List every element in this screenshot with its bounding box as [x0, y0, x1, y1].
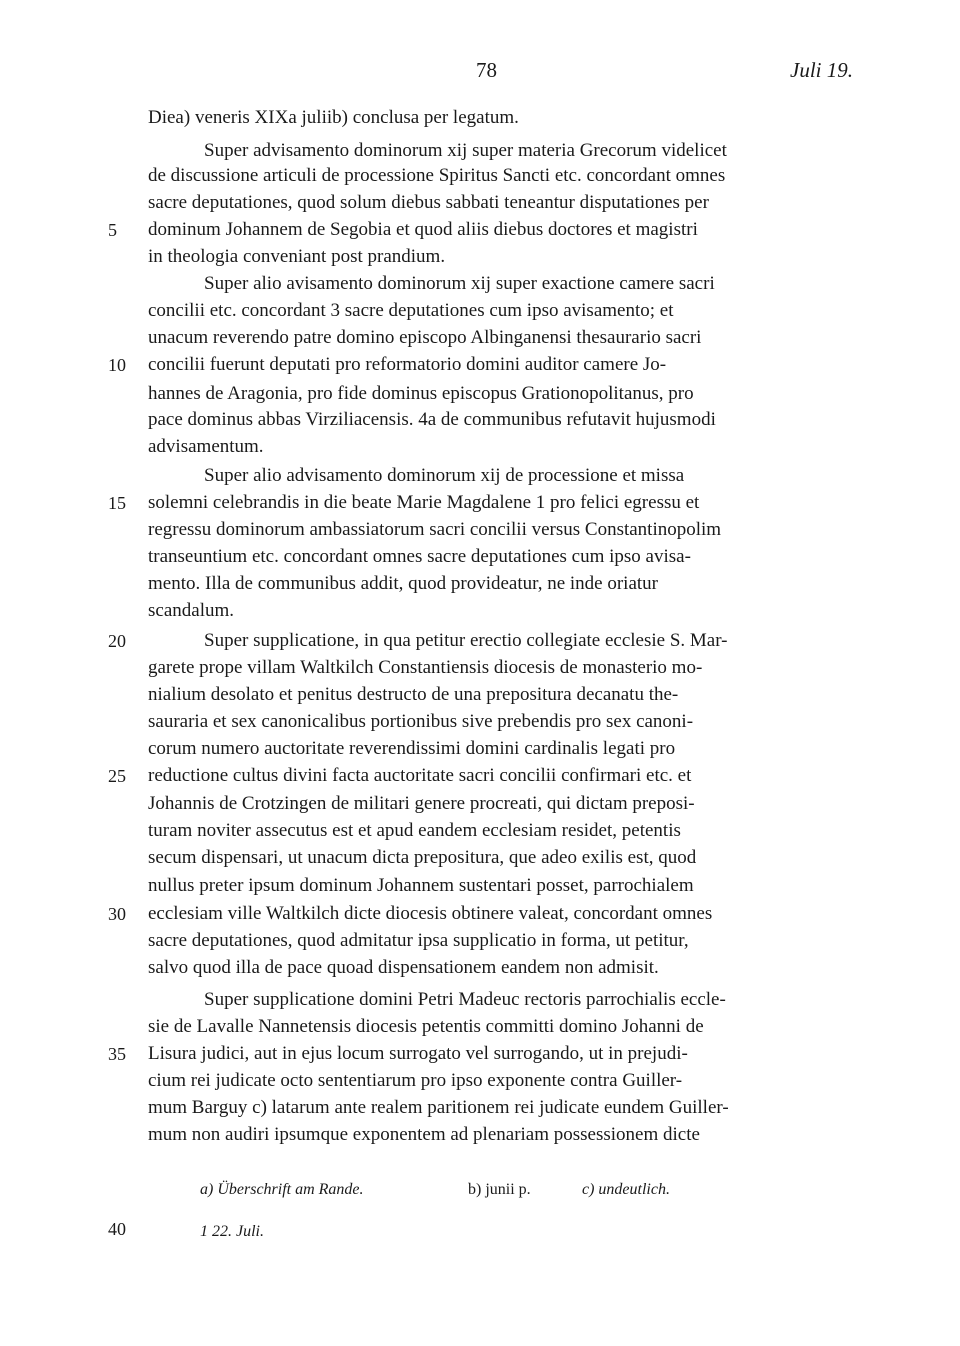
body-line: nullus preter ipsum dominum Johannem sustentari posset, parrochialem	[148, 875, 694, 896]
body-line: concilii fuerunt deputati pro reformatorio domini auditor camere Jo-	[148, 354, 667, 375]
body-line: sauraria et sex canonicalibus portionibus sive prebendis pro sex canoni-	[148, 711, 694, 732]
body-line: Diea) veneris XIXa juliib) conclusa per legatum.	[148, 107, 519, 128]
body-line: Super supplicatione, in qua petitur erectio collegiate ecclesie S. Mar-	[204, 630, 728, 651]
body-line: dominum Johannem de Segobia et quod aliis diebus doctores et magistri	[148, 219, 698, 240]
body-line: sacre deputationes, quod admitatur ipsa supplicatio in forma, ut petitur,	[148, 930, 689, 951]
line-number: 10	[108, 355, 126, 375]
line-number: 5	[108, 220, 117, 240]
critical-footnote-c: c) undeutlich.	[582, 1181, 670, 1198]
body-line: ecclesiam ville Waltkilch dicte diocesis obtinere valeat, concordant omnes	[148, 903, 713, 924]
source-footnote-1: 1 22. Juli.	[200, 1223, 264, 1240]
body-line: nialium desolato et penitus destructo de una prepositura decanatu the-	[148, 684, 679, 705]
body-line: regressu dominorum ambassiatorum sacri concilii versus Constantinopolim	[148, 519, 722, 540]
body-line: pace dominus abbas Virziliacensis. 4a de communibus refutavit hujusmodi	[148, 409, 716, 430]
body-line: secum dispensari, ut unacum dicta prepositura, que adeo exilis est, quod	[148, 847, 697, 868]
line-number: 30	[108, 904, 126, 924]
body-line: sie de Lavalle Nannetensis diocesis petentis committi domino Johanni de	[148, 1016, 704, 1037]
body-line: transeuntium etc. concordant omnes sacre deputationes cum ipso avisa-	[148, 546, 691, 567]
body-line: corum numero auctoritate reverendissimi domini cardinalis legati pro	[148, 738, 676, 759]
body-line: unacum reverendo patre domino episcopo Albinganensi thesaurario sacri	[148, 327, 702, 348]
line-number: 20	[108, 631, 126, 651]
body-line: Super supplicatione domini Petri Madeuc rectoris parrochialis eccle-	[204, 989, 726, 1010]
line-number: 35	[108, 1044, 126, 1064]
line-number: 40	[108, 1219, 126, 1239]
body-line: mento. Illa de communibus addit, quod provideatur, ne inde oriatur	[148, 573, 659, 594]
body-line: Super advisamento dominorum xij super materia Grecorum videlicet	[204, 140, 727, 161]
body-line: de discussione articuli de processione Spiritus Sancti etc. concordant omnes	[148, 165, 726, 186]
body-line: garete prope villam Waltkilch Constantiensis diocesis de monasterio mo-	[148, 657, 703, 678]
body-line: sacre deputationes, quod solum diebus sabbati teneantur disputationes per	[148, 192, 709, 213]
running-head: Juli 19.	[790, 58, 853, 82]
body-line: concilii etc. concordant 3 sacre deputationes cum ipso avisamento; et	[148, 300, 674, 321]
body-line: salvo quod illa de pace quoad dispensationem eandem non admisit.	[148, 957, 659, 978]
body-line: in theologia conveniant post prandium.	[148, 246, 446, 267]
body-line: Super alio avisamento dominorum xij super exactione camere sacri	[204, 273, 715, 294]
body-line: solemni celebrandis in die beate Marie Magdalene 1 pro felici egressu et	[148, 492, 700, 513]
line-number: 15	[108, 493, 126, 513]
body-line: Lisura judici, aut in ejus locum surrogato vel surrogando, ut in prejudi-	[148, 1043, 688, 1064]
line-number: 25	[108, 766, 126, 786]
body-line: cium rei judicate octo sententiarum pro ipso exponente contra Guiller-	[148, 1070, 683, 1091]
body-line: mum non audiri ipsumque exponentem ad plenariam possessionem dicte	[148, 1124, 700, 1145]
body-line: scandalum.	[148, 600, 235, 621]
body-line: Johannis de Crotzingen de militari genere procreati, qui dictam preposi-	[148, 793, 695, 814]
body-line: hannes de Aragonia, pro fide dominus episcopus Grationopolitanus, pro	[148, 383, 694, 404]
body-line: reductione cultus divini facta auctoritate sacri concilii confirmari etc. et	[148, 765, 692, 786]
critical-footnote-a: a) Überschrift am Rande.	[200, 1181, 364, 1198]
page-number: 78	[476, 58, 497, 82]
body-line: Super alio advisamento dominorum xij de processione et missa	[204, 465, 685, 486]
body-line: mum Barguy c) latarum ante realem paritionem rei judicate eundem Guiller-	[148, 1097, 729, 1118]
critical-footnote-b: b) junii p.	[468, 1181, 531, 1198]
body-line: turam noviter assecutus est et apud eandem ecclesiam residet, petentis	[148, 820, 681, 841]
body-line: advisamentum.	[148, 436, 264, 457]
